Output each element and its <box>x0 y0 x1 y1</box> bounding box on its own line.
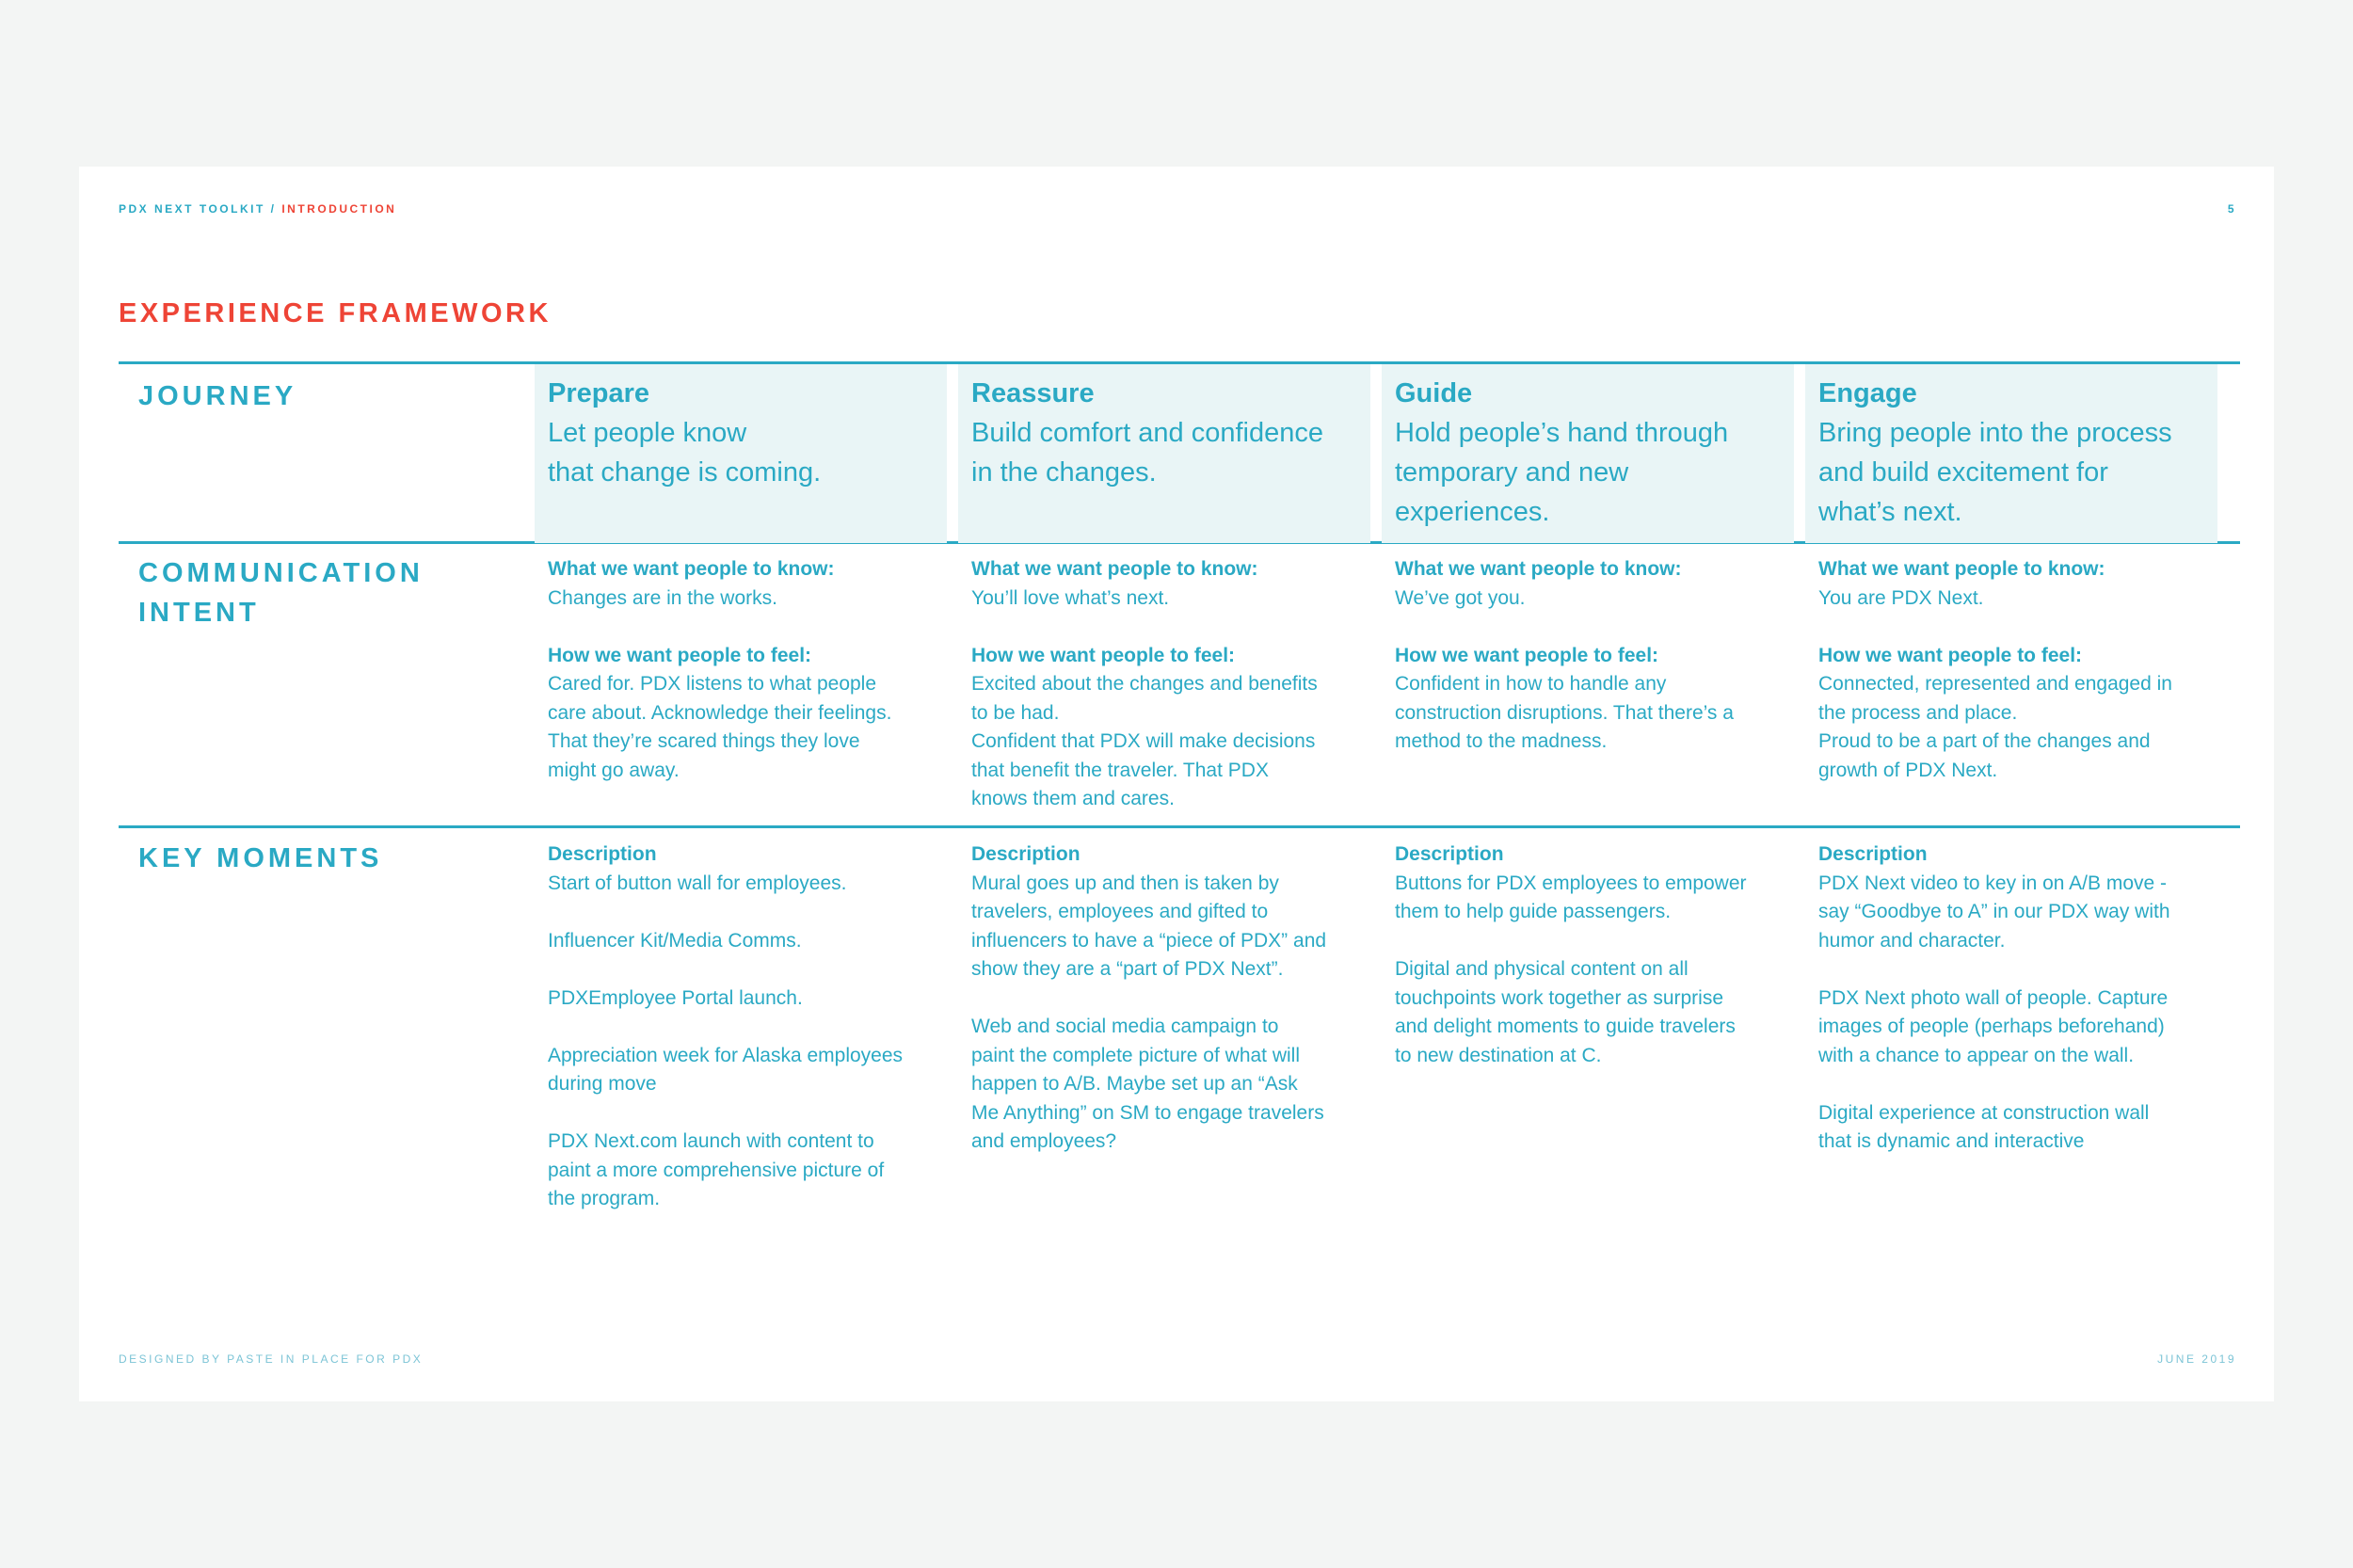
phase-name: Guide <box>1395 378 1473 408</box>
feel-text-line: knows them and cares. <box>971 788 1175 809</box>
spacer <box>971 613 1367 642</box>
feel-label: How we want people to feel: <box>971 644 1236 666</box>
description-label: Description <box>1395 843 1504 865</box>
row-label-communication-intent <box>138 553 424 632</box>
phase-tagline-line: in the changes. <box>971 457 1157 488</box>
row-label-line: COMMUNICATION <box>138 558 424 588</box>
row-label-line: INTENT <box>138 598 260 628</box>
spacer <box>971 984 1367 1014</box>
description-line: humor and character. <box>1818 929 2006 952</box>
phase-header-engage <box>1818 374 2214 532</box>
key-moments-cell <box>1395 840 1790 1070</box>
description-line: during move <box>548 1073 657 1095</box>
feel-text-line: Excited about the changes and benefits <box>971 673 1318 695</box>
phase-tagline-line: Bring people into the process <box>1818 418 2172 448</box>
description-line: and delight moments to guide travelers <box>1395 1016 1736 1037</box>
header-section: INTRODUCTION <box>281 202 397 216</box>
description-label: Description <box>971 843 1080 865</box>
description-line: paint the complete picture of what will <box>971 1044 1301 1066</box>
description-line: them to help guide passengers. <box>1395 901 1672 922</box>
description-line: happen to A/B. Maybe set up an “Ask <box>971 1073 1298 1095</box>
description-line: influencers to have a “piece of PDX” and <box>971 929 1327 952</box>
description-line: PDXEmployee Portal launch. <box>548 986 803 1009</box>
phase-header-prepare <box>548 374 943 492</box>
page-number: 5 <box>2227 202 2236 216</box>
feel-text-line: might go away. <box>548 759 680 781</box>
feel-text-line: That they’re scared things they love <box>548 730 860 752</box>
description-line: Mural goes up and then is taken by <box>971 872 1279 894</box>
description-line: PDX Next photo wall of people. Capture <box>1818 986 2169 1009</box>
header-separator: / <box>270 202 277 216</box>
phase-tagline-line: Build comfort and confidence <box>971 418 1323 448</box>
spacer <box>548 1099 943 1128</box>
description-line: touchpoints work together as surprise <box>1395 986 1724 1009</box>
description-line: say “Goodbye to A” in our PDX way with <box>1818 901 2170 922</box>
spacer <box>548 955 943 984</box>
communication-intent-cell <box>548 555 943 785</box>
spacer <box>548 1013 943 1042</box>
description-line: PDX Next video to key in on A/B move - <box>1818 872 2168 894</box>
spacer <box>548 898 943 927</box>
feel-text-line: Confident in how to handle any <box>1395 673 1667 695</box>
key-moments-cell <box>548 840 943 1214</box>
key-moments-cell <box>971 840 1367 1157</box>
phase-tagline-line: experiences. <box>1395 497 1550 527</box>
description-line: to new destination at C. <box>1395 1044 1602 1066</box>
know-text-line: We’ve got you. <box>1395 586 1526 609</box>
description-line: Influencer Kit/Media Comms. <box>548 929 802 952</box>
feel-text-line: construction disruptions. That there’s a <box>1395 701 1734 724</box>
description-line: that is dynamic and interactive <box>1818 1130 2085 1152</box>
feel-label: How we want people to feel: <box>548 644 812 666</box>
document-page <box>79 167 2274 1401</box>
phase-name: Reassure <box>971 378 1095 408</box>
know-label: What we want people to know: <box>1818 558 2105 580</box>
description-line: Appreciation week for Alaska employees <box>548 1044 904 1066</box>
row-label-journey: JOURNEY <box>138 381 297 411</box>
feel-text-line: that benefit the traveler. That PDX <box>971 759 1269 781</box>
feel-text-line: to be had. <box>971 701 1060 724</box>
phase-tagline-line: Let people know <box>548 418 747 448</box>
description-line: Me Anything” on SM to engage travelers <box>971 1101 1324 1124</box>
phase-tagline-line: and build excitement for <box>1818 457 2108 488</box>
description-label: Description <box>1818 843 1928 865</box>
row-label-key-moments: KEY MOMENTS <box>138 843 383 873</box>
know-text-line: Changes are in the works. <box>548 586 777 609</box>
spacer <box>1818 955 2214 984</box>
spacer <box>1395 927 1790 956</box>
footer-credit: DESIGNED BY PASTE IN PLACE FOR PDX <box>119 1352 424 1366</box>
know-label: What we want people to know: <box>971 558 1258 580</box>
description-line: PDX Next.com launch with content to <box>548 1130 874 1152</box>
description-line: Web and social media campaign to <box>971 1016 1279 1037</box>
description-line: with a chance to appear on the wall. <box>1818 1044 2135 1066</box>
phase-tagline-line: that change is coming. <box>548 457 822 488</box>
phase-name: Engage <box>1818 378 1917 408</box>
feel-label: How we want people to feel: <box>1818 644 2083 666</box>
spacer <box>1818 1070 2214 1099</box>
description-line: Buttons for PDX employees to empower <box>1395 872 1747 894</box>
description-line: and employees? <box>971 1130 1117 1152</box>
feel-label: How we want people to feel: <box>1395 644 1659 666</box>
description-line: Start of button wall for employees. <box>548 872 847 894</box>
know-text-line: You’ll love what’s next. <box>971 586 1170 609</box>
know-label: What we want people to know: <box>1395 558 1682 580</box>
description-line: Digital experience at construction wall <box>1818 1101 2150 1124</box>
description-line: the program. <box>548 1188 661 1209</box>
running-header <box>119 202 396 216</box>
communication-intent-cell <box>1818 555 2214 785</box>
description-label: Description <box>548 843 657 865</box>
phase-header-reassure <box>971 374 1367 492</box>
know-text-line: You are PDX Next. <box>1818 586 1984 609</box>
description-line: travelers, employees and gifted to <box>971 901 1269 922</box>
header-toolkit: PDX NEXT TOOLKIT <box>119 202 265 216</box>
footer-date: JUNE 2019 <box>2157 1352 2236 1366</box>
communication-intent-cell <box>1395 555 1790 757</box>
description-line: paint a more comprehensive picture of <box>548 1159 885 1181</box>
key-moments-cell <box>1818 840 2214 1157</box>
feel-text-line: growth of PDX Next. <box>1818 759 1998 781</box>
spacer <box>1818 613 2214 642</box>
description-line: show they are a “part of PDX Next”. <box>971 958 1284 980</box>
description-line: images of people (perhaps beforehand) <box>1818 1016 2165 1037</box>
phase-tagline-line: Hold people’s hand through <box>1395 418 1729 448</box>
phase-tagline-line: temporary and new <box>1395 457 1629 488</box>
feel-text-line: Confident that PDX will make decisions <box>971 730 1316 752</box>
communication-intent-cell <box>971 555 1367 814</box>
feel-text-line: Connected, represented and engaged in <box>1818 673 2172 695</box>
feel-text-line: Proud to be a part of the changes and <box>1818 730 2151 752</box>
feel-text-line: the process and place. <box>1818 701 2018 724</box>
feel-text-line: care about. Acknowledge their feelings. <box>548 701 892 724</box>
description-line: Digital and physical content on all <box>1395 958 1689 980</box>
phase-header-guide <box>1395 374 1790 532</box>
phase-name: Prepare <box>548 378 650 408</box>
table-rule-bottom <box>119 825 2240 828</box>
feel-text-line: method to the madness. <box>1395 730 1608 752</box>
spacer <box>548 613 943 642</box>
page-title: EXPERIENCE FRAMEWORK <box>119 298 552 328</box>
feel-text-line: Cared for. PDX listens to what people <box>548 673 877 695</box>
phase-tagline-line: what’s next. <box>1818 497 1962 527</box>
spacer <box>1395 613 1790 642</box>
know-label: What we want people to know: <box>548 558 835 580</box>
